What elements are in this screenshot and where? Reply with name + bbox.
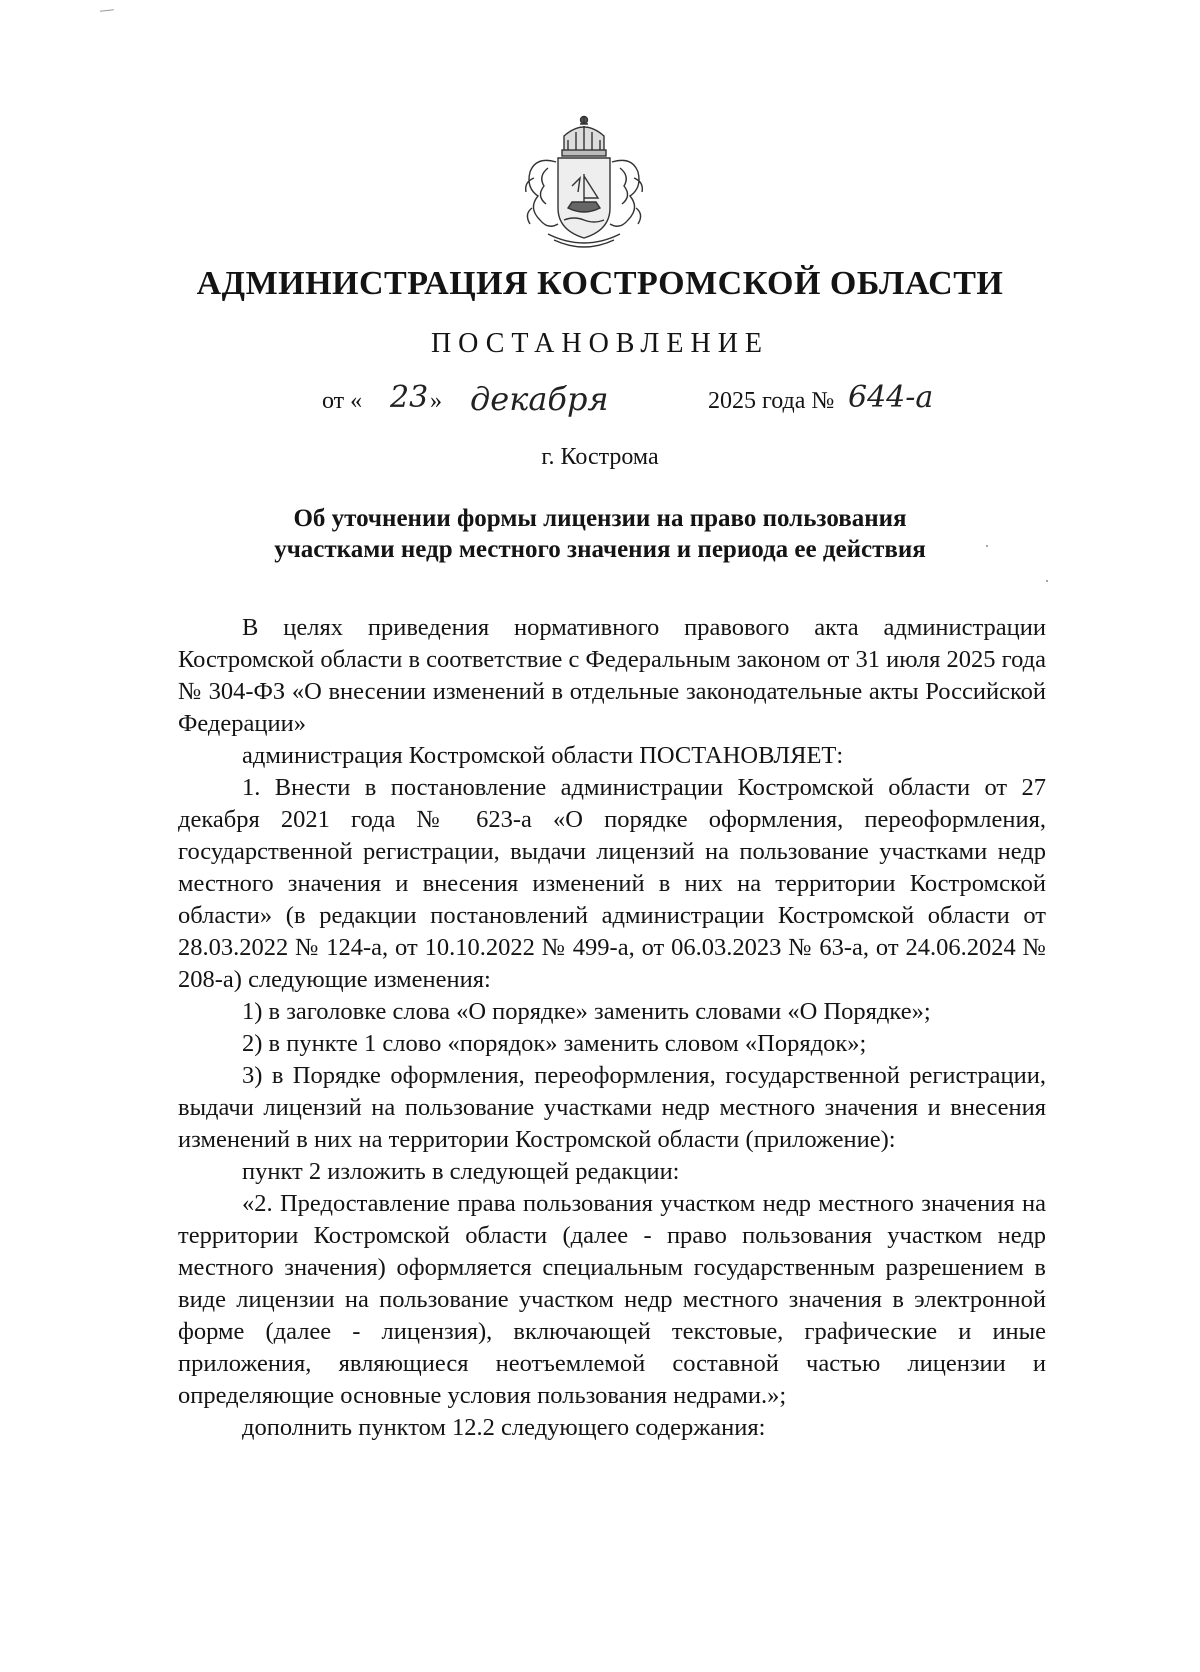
title-line-2: участками недр местного значения и периода ее действия (274, 536, 926, 563)
date-day-handwritten: 23 (390, 380, 429, 415)
coat-of-arms-emblem (518, 112, 650, 254)
date-from-label: от « (322, 388, 363, 414)
body-paragraph: 3) в Порядке оформления, переоформления, государственной регистрации, выдачи лицензий на пользование участками недр местного значения и внесения изменений в них на территории Костромской области (приложение): (178, 1062, 1046, 1153)
body-paragraph: 2) в пункте 1 слово «порядок» заменить словом «Порядок»; (242, 1030, 867, 1057)
body-paragraph: В целях приведения нормативного правового акта администрации Костромской области в соответствие с Федеральным законом от 31 июля 2025 года № 304-ФЗ «О внесении изменений в отдельные законодательные акты Российской Федерации» (178, 614, 1046, 737)
document-body (178, 612, 1046, 1444)
date-month-handwritten: декабря (470, 380, 609, 418)
date-close-quote: » (430, 388, 442, 414)
body-paragraph: «2. Предоставление права пользования участком недр местного значения на территории Костромской области (далее - право пользования участком недр местного значения) оформляется специальным государственным разрешением в виде лицензии на пользование участком недр местного значения в электронной форме (далее - лицензия), включающей текстовые, графические и иные приложения, являющиеся неотъемлемой составной частью лицензии и определяющие основные условия пользования недрами.»; (178, 1190, 1046, 1409)
organization-heading: АДМИНИСТРАЦИЯ КОСТРОМСКОЙ ОБЛАСТИ (196, 265, 1004, 302)
document-title (180, 503, 1020, 565)
body-paragraph: пункт 2 изложить в следующей редакции: (242, 1158, 680, 1185)
body-paragraph: 1. Внести в постановление администрации Костромской области от 27 декабря 2021 года № 623-а «О порядке оформления, переоформления, государственной регистрации, выдачи лицензий на пользование участками недр местного значения и внесения изменений в них на территории Костромской области» (в редакции постановлений администрации Костромской области от 28.03.2022 № 124-а, от 10.10.2022 № 499-а, от 06.03.2023 № 63-а, от 24.06.2024 № 208-а) следующие изменения: (178, 774, 1046, 993)
document-type-heading: ПОСТАНОВЛЕНИЕ (430, 328, 770, 359)
title-line-1: Об уточнении формы лицензии на право пользования (293, 505, 907, 532)
scan-speck (986, 545, 988, 547)
body-paragraph: администрация Костромской области ПОСТАНОВЛЯЕТ: (242, 742, 844, 769)
document-number-handwritten: 644-а (848, 380, 934, 415)
body-paragraph: 1) в заголовке слова «О порядке» заменить словами «О Порядке»; (242, 998, 931, 1025)
scan-speck (1046, 580, 1048, 582)
date-line (0, 380, 1200, 450)
scan-mark (100, 9, 114, 13)
date-year-text: 2025 года № (708, 388, 835, 414)
city-label: г. Кострома (541, 444, 659, 470)
body-paragraph: дополнить пунктом 12.2 следующего содержания: (242, 1414, 766, 1441)
